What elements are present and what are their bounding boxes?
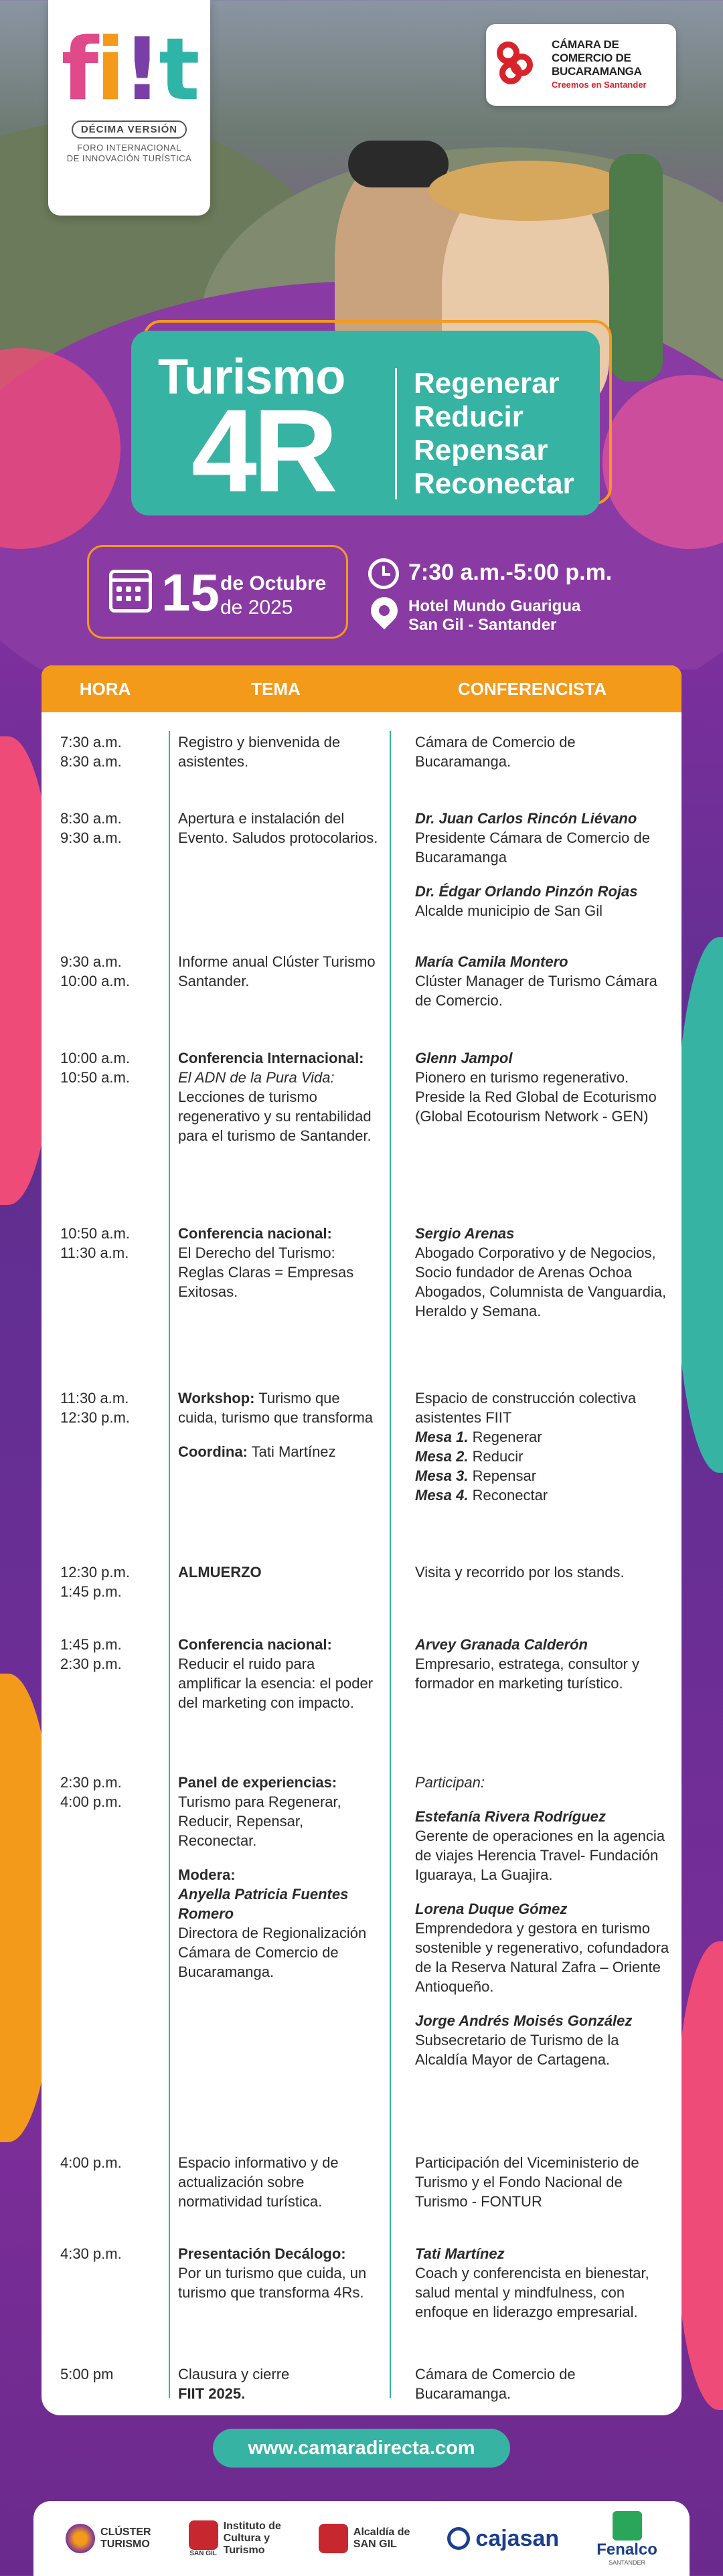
mesa-text: Reconectar <box>472 1487 548 1504</box>
topic-title: El ADN de la Pura Vida: <box>178 1069 335 1086</box>
time-end: 2:30 p.m. <box>60 1656 122 1672</box>
row-speaker: Cámara de Comercio de Bucaramanga. <box>415 734 576 770</box>
event-year: de 2025 <box>220 596 293 619</box>
event-time: 7:30 a.m.-5:00 p.m. <box>408 560 613 585</box>
speaker-role: Clúster Manager de Turismo Cámara de Comercio. <box>415 973 657 1009</box>
alcaldia-shield-icon <box>319 2524 348 2553</box>
turismo-4r-title <box>131 320 608 524</box>
cluster-logo-icon <box>66 2524 95 2553</box>
row-time <box>60 809 167 848</box>
row-topic <box>178 1388 379 1461</box>
row-time <box>60 1773 167 1812</box>
row-topic <box>178 1635 379 1712</box>
fenalco-sub-label: SANTANDER <box>609 2559 645 2566</box>
row-topic <box>178 2364 379 2403</box>
speaker-role: Empresario, estratega, consultor y formador en marketing turístico. <box>415 1656 640 1692</box>
fiit-logo <box>48 20 210 120</box>
speaker-name: María Camila Montero <box>415 953 568 970</box>
time-start: 4:00 p.m. <box>60 2154 122 2171</box>
row-speaker <box>415 1048 672 1126</box>
sangil-small-label: SAN GIL <box>189 2549 217 2557</box>
speaker-role: Abogado Corporativo y de Negocios, Socio fundador de Arenas Ochoa Abogados, Columnista de Vanguardia, Heraldo y Semana. <box>415 1244 667 1319</box>
row-speaker <box>415 1388 672 1505</box>
row-time <box>60 1562 167 1601</box>
speaker-name: Tati Martínez <box>415 2245 505 2262</box>
row-topic: Espacio informativo y de actualización sobre normatividad turística. <box>178 2154 339 2210</box>
calendar-icon <box>109 570 152 613</box>
time-end: 9:30 a.m. <box>60 829 122 846</box>
topic-label: Conferencia nacional: <box>178 1225 332 1242</box>
speaker-role: Pionero en turismo regenerativo. Preside la Red Global de Ecoturismo (Global Ecotourism Network - GEN) <box>415 1069 657 1125</box>
row-speaker <box>415 952 672 1010</box>
title-divider <box>395 368 397 499</box>
participant-name: Lorena Duque Gómez <box>415 1901 568 1917</box>
mesa-label: Mesa 2. <box>415 1448 469 1465</box>
time-start: 11:30 a.m. <box>60 1390 129 1406</box>
ccb-logo-icon <box>497 42 544 88</box>
foro-text <box>48 143 210 164</box>
participants-label: Participan: <box>415 1774 485 1791</box>
speaker-name: Arvey Granada Calderón <box>415 1636 588 1653</box>
moderator-name: Anyella Patricia Fuentes Romero <box>178 1886 349 1922</box>
row-time <box>60 2244 167 2263</box>
topic-label: Conferencia nacional: <box>178 1636 332 1653</box>
topic-label: Panel de experiencias: <box>178 1774 337 1791</box>
row-topic <box>178 1224 379 1301</box>
time-end: 10:50 a.m. <box>60 1069 130 1086</box>
event-month: de Octubre <box>220 572 327 594</box>
mesa-label: Mesa 3. <box>415 1467 469 1484</box>
word-reducir: Reducir <box>414 400 524 433</box>
topic-label: FIIT 2025. <box>178 2385 246 2402</box>
foro-line-1: FORO INTERNACIONAL <box>77 143 181 153</box>
time-start: 12:30 p.m. <box>60 1564 130 1581</box>
sponsors-bar <box>33 2501 690 2576</box>
row-time <box>60 1388 167 1427</box>
topic-label: Workshop: <box>178 1390 255 1406</box>
time-start: 5:00 pm <box>60 2366 114 2383</box>
alcaldia-line-2: SAN GIL <box>353 2539 397 2550</box>
time-start: 10:00 a.m. <box>60 1050 130 1066</box>
fiit-letter-exclamation: ! <box>123 20 159 120</box>
row-topic: Registro y bienvenida de asistentes. <box>178 734 341 770</box>
speaker-name: Glenn Jampol <box>415 1050 513 1066</box>
row-time <box>60 2364 167 2384</box>
fenalco-logo-icon <box>613 2511 642 2541</box>
row-speaker <box>415 1635 672 1693</box>
participant-role: Gerente de operaciones en la agencia de viajes Herencia Travel- Fundación Iguaraya, La Guajira. <box>415 1828 665 1883</box>
coordinator-label: Coordina: <box>178 1443 248 1460</box>
fiit-letter-t: t <box>159 20 197 120</box>
time-start: 2:30 p.m. <box>60 1774 122 1791</box>
speaker-role: Alcalde municipio de San Gil <box>415 902 603 919</box>
fiit-letter-i: i <box>96 20 123 120</box>
participant-role: Emprendedora y gestora en turismo sostenible y regenerativo, cofundadora de la Reserva Natural Zafra – Oriente Antioqueño. <box>415 1920 669 1995</box>
row-time <box>60 732 167 771</box>
topic-desc: Reducir el ruido para amplificar la esencia: el poder del marketing con impacto. <box>178 1656 374 1711</box>
agenda-table <box>42 665 681 2415</box>
cajasan-label: cajasan <box>475 2525 560 2551</box>
topic-desc: Clausura y cierre <box>178 2366 290 2383</box>
topic-desc: Turismo para Regenerar, Reducir, Repensar, Reconectar. <box>178 1793 341 1849</box>
cluster-line-1: CLÚSTER <box>100 2526 151 2538</box>
title-4r: 4R <box>191 386 334 517</box>
clock-icon <box>368 558 399 589</box>
ccb-line-3: BUCARAMANGA <box>552 65 642 78</box>
header-conferencista: CONFERENCISTA <box>458 678 607 699</box>
row-topic: ALMUERZO <box>178 1564 262 1581</box>
edition-badge: DÉCIMA VERSIÓN <box>72 120 187 139</box>
header-tema: TEMA <box>251 678 301 699</box>
word-repensar: Repensar <box>414 434 548 467</box>
shield-icon <box>189 2520 218 2550</box>
row-speaker <box>415 1773 672 2069</box>
mesa-text: Regenerar <box>472 1429 542 1445</box>
header-hora: HORA <box>79 678 131 699</box>
time-end: 8:30 a.m. <box>60 753 122 770</box>
workshop-intro: Espacio de construcción colectiva asistentes FIIT <box>415 1390 637 1426</box>
sun-hat <box>428 161 629 221</box>
time-start: 10:50 a.m. <box>60 1225 130 1242</box>
mesa-item <box>415 1485 672 1505</box>
speaker-role: Presidente Cámara de Comercio de Bucaramanga <box>415 829 650 866</box>
mesa-label: Mesa 1. <box>415 1429 469 1445</box>
fenalco-label: Fenalco <box>596 2541 657 2559</box>
fiit-letter-f: f <box>61 20 96 120</box>
time-start: 4:30 p.m. <box>60 2245 122 2262</box>
event-place: San Gil - Santander <box>408 616 557 634</box>
time-start: 1:45 p.m. <box>60 1636 122 1653</box>
row-speaker: Visita y recorrido por los stands. <box>415 1564 625 1581</box>
speaker-name: Dr. Juan Carlos Rincón Liévano <box>415 810 637 827</box>
word-reconectar: Reconectar <box>414 467 574 500</box>
column-divider-2 <box>390 731 391 2398</box>
ccb-line-2: COMERCIO DE <box>552 52 631 64</box>
title-words <box>414 367 574 501</box>
date-box <box>87 545 348 639</box>
row-topic: Apertura e instalación del Evento. Saludos protocolarios. <box>178 810 378 846</box>
mesa-item <box>415 1466 672 1485</box>
sponsor-alcaldia-sangil <box>319 2524 410 2553</box>
mesa-text: Reducir <box>472 1448 524 1465</box>
sangil-shield <box>189 2520 218 2557</box>
participant-name: Jorge Andrés Moisés González <box>415 2012 633 2029</box>
row-speaker: Participación del Viceministerio de Turismo y el Fondo Nacional de Turismo - FONTUR <box>415 2154 639 2210</box>
speaker-name: Sergio Arenas <box>415 1225 515 1242</box>
word-regenerar: Regenerar <box>414 367 560 400</box>
speaker-name: Dr. Édgar Orlando Pinzón Rojas <box>415 883 638 900</box>
time-end: 12:30 p.m. <box>60 1409 130 1426</box>
topic-desc: Turismo que cuida, turismo que transforma <box>178 1390 374 1426</box>
time-end: 11:30 a.m. <box>60 1244 129 1261</box>
table-header <box>42 665 681 712</box>
instituto-line-2: Cultura y <box>223 2532 270 2544</box>
row-topic: Informe anual Clúster Turismo Santander. <box>178 953 376 989</box>
row-topic <box>178 1048 379 1145</box>
mesa-item <box>415 1447 672 1466</box>
event-venue: Hotel Mundo Guarigua <box>408 597 581 615</box>
row-speaker <box>415 1224 672 1321</box>
row-time <box>60 952 167 991</box>
cajasan-logo-icon <box>447 2527 470 2550</box>
mesa-label: Mesa 4. <box>415 1487 469 1504</box>
time-end: 4:00 p.m. <box>60 1793 122 1810</box>
mesa-text: Repensar <box>472 1467 537 1484</box>
cluster-logo-text <box>100 2526 151 2551</box>
ccb-slogan: Creemos en Santander <box>552 80 647 90</box>
participant-role: Subsecretario de Turismo de la Alcaldía Mayor de Cartagena. <box>415 2032 619 2068</box>
instituto-line-1: Instituto de <box>223 2520 281 2532</box>
column-divider-1 <box>169 731 170 2398</box>
alcaldia-line-1: Alcaldía de <box>353 2526 410 2538</box>
website-link[interactable]: www.camaradirecta.com <box>213 2429 510 2468</box>
moderator-label: Modera: <box>178 1866 236 1883</box>
row-topic <box>178 1773 379 1982</box>
instituto-text <box>224 2520 281 2557</box>
coordinator-name: Tati Martínez <box>251 1443 336 1460</box>
foro-line-2: DE INNOVACIÓN TURÍSTICA <box>66 153 192 163</box>
participant-name: Estefanía Rivera Rodríguez <box>415 1808 606 1825</box>
cluster-line-2: TURISMO <box>100 2539 150 2550</box>
row-speaker <box>415 2244 672 2322</box>
alcaldia-text <box>353 2526 410 2551</box>
time-start: 9:30 a.m. <box>60 953 122 970</box>
time-end: 10:00 a.m. <box>60 973 130 989</box>
ccb-logo-text <box>552 38 647 92</box>
instituto-line-3: Turismo <box>223 2545 265 2556</box>
deco-right-teal <box>676 937 723 1473</box>
row-time <box>60 1224 167 1263</box>
ccb-line-1: CÁMARA DE <box>552 38 619 51</box>
time-end: 1:45 p.m. <box>60 1583 122 1600</box>
topic-desc: Lecciones de turismo regenerativo y su rentabilidad para el turismo de Santander. <box>178 1089 372 1144</box>
row-topic <box>178 2244 379 2302</box>
topic-label: Presentación Decálogo: <box>178 2245 346 2262</box>
row-time <box>60 1048 167 1087</box>
topic-label: Conferencia Internacional: <box>178 1050 364 1066</box>
speaker-role: Coach y conferencista en bienestar, salud mental y mindfulness, con enfoque en liderazgo empresarial. <box>415 2265 649 2320</box>
mesa-item <box>415 1427 672 1447</box>
sponsor-cajasan <box>447 2526 559 2552</box>
title-turismo: Turismo <box>158 349 345 404</box>
sponsor-fenalco <box>596 2511 657 2566</box>
moderator-role: Directora de Regionalización Cámara de Comercio de Bucaramanga. <box>178 1925 367 1980</box>
time-start: 7:30 a.m. <box>60 734 122 750</box>
title-panel <box>131 331 600 515</box>
row-speaker: Cámara de Comercio de Bucaramanga. <box>415 2366 576 2402</box>
deco-right-pink <box>676 1941 723 2410</box>
location-pin-icon <box>366 592 404 630</box>
event-info <box>87 545 636 639</box>
topic-desc: El Derecho del Turismo: Reglas Claras = Empresas Exitosas. <box>178 1244 354 1300</box>
ccb-logo-card <box>486 24 676 106</box>
row-time <box>60 1635 167 1674</box>
event-day: 15 <box>161 563 220 622</box>
sponsor-cluster-turismo <box>66 2524 151 2553</box>
topic-desc: Por un turismo que cuida, un turismo que transforma 4Rs. <box>178 2265 367 2301</box>
sponsor-instituto-cultura <box>189 2520 281 2557</box>
cactus <box>609 154 663 382</box>
row-time <box>60 2153 167 2172</box>
time-start: 8:30 a.m. <box>60 810 122 827</box>
fiit-logo-card <box>48 0 210 216</box>
row-speaker <box>415 809 672 920</box>
